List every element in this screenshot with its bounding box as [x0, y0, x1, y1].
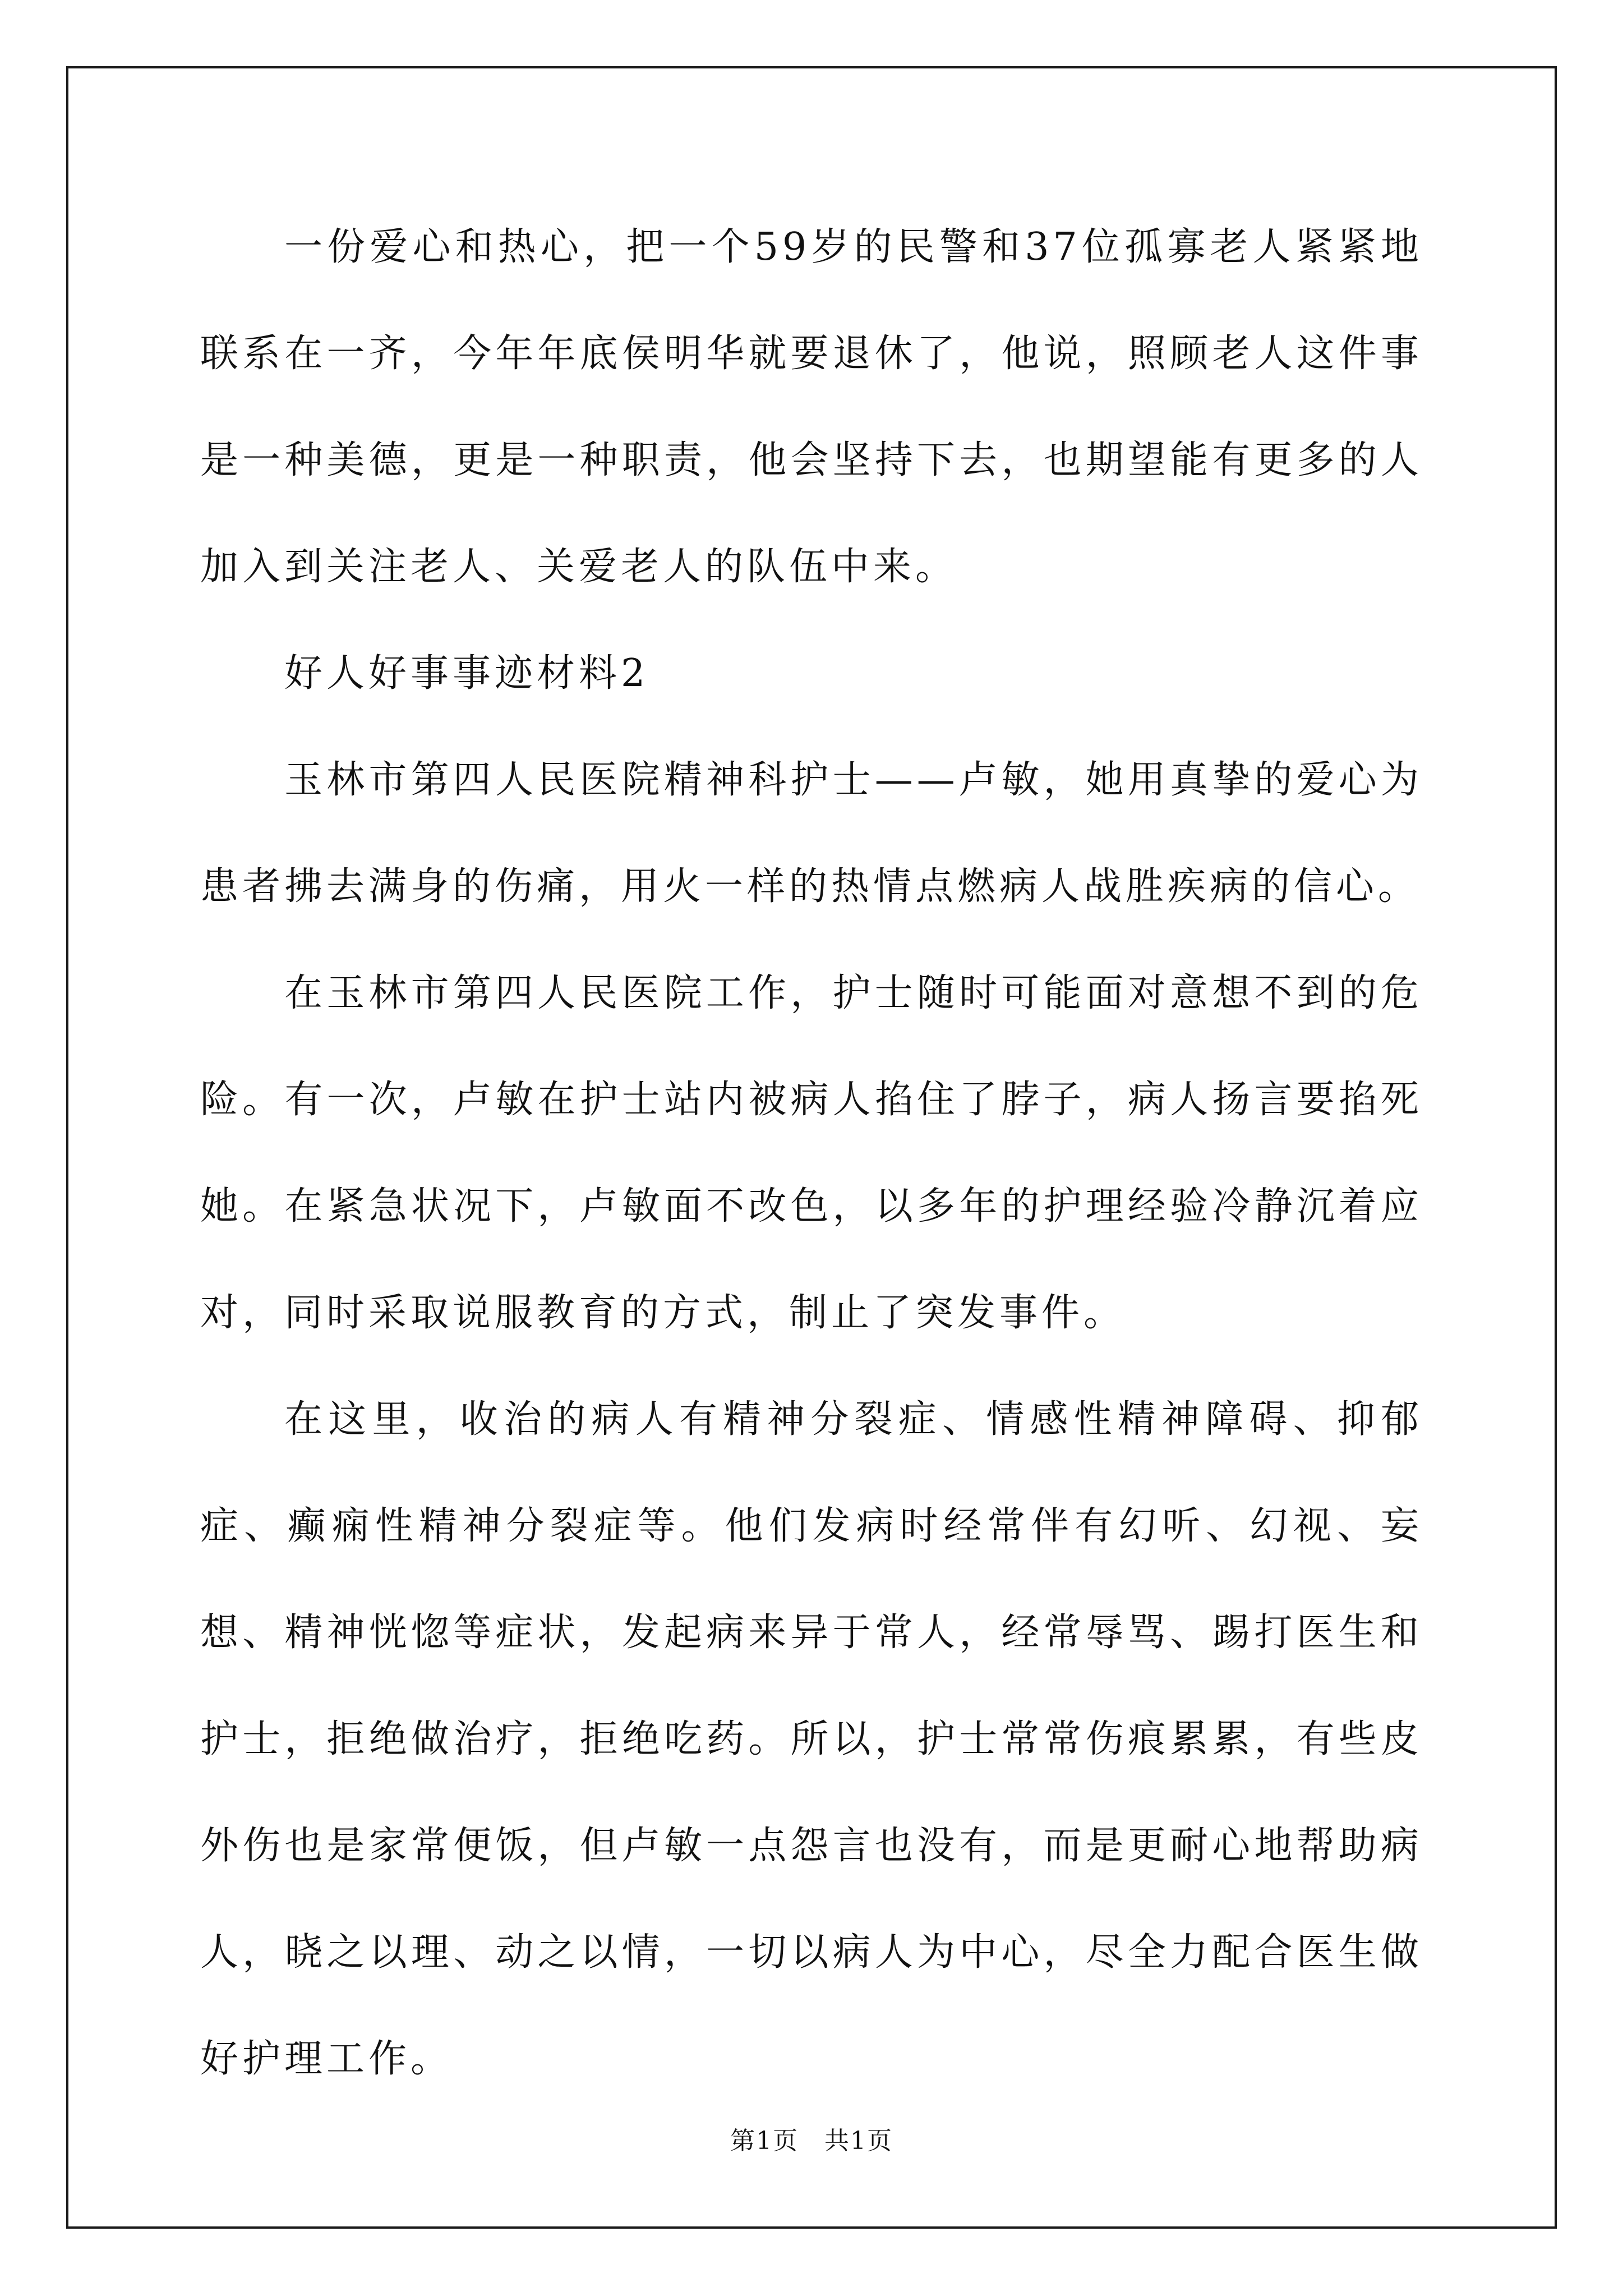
paragraph-1: 一份爱心和热心，把一个59岁的民警和37位孤寡老人紧紧地联系在一齐，今年年底侯明华就要退休了，他说，照顾老人这件事是一种美德，更是一种职责，他会坚持下去，也期望能有更多的人加入到关注老人、关爱老人的队伍中来。: [200, 225, 1423, 589]
page-number: 第1页: [730, 2127, 799, 2155]
paragraph-2: 玉林市第四人民医院精神科护士——卢敏，她用真挚的爱心为患者拂去满身的伤痛，用火一样的热情点燃病人战胜疾病的信心。: [200, 758, 1423, 909]
document-body: [200, 194, 1423, 2113]
paragraph-3: 在玉林市第四人民医院工作，护士随时可能面对意想不到的危险。有一次，卢敏在护士站内被病人掐住了脖子，病人扬言要掐死她。在紧急状况下，卢敏面不改色，以多年的护理经验冷静沉着应对，同时采取说服教育的方式，制止了突发事件。: [200, 971, 1423, 1335]
page-footer: [0, 2120, 1623, 2156]
paragraph-4: 在这里，收治的病人有精神分裂症、情感性精神障碍、抑郁症、癫痫性精神分裂症等。他们发病时经常伴有幻听、幻视、妄想、精神恍惚等症状，发起病来异于常人，经常辱骂、踢打医生和护士，拒绝做治疗，拒绝吃药。所以，护士常常伤痕累累，有些皮外伤也是家常便饭，但卢敏一点怨言也没有，而是更耐心地帮助病人，晓之以理、动之以情，一切以病人为中心，尽全力配合医生做好护理工作。: [200, 1397, 1423, 2081]
page-total: 共1页: [824, 2127, 893, 2155]
section-heading: 好人好事事迹材料2: [284, 651, 649, 696]
